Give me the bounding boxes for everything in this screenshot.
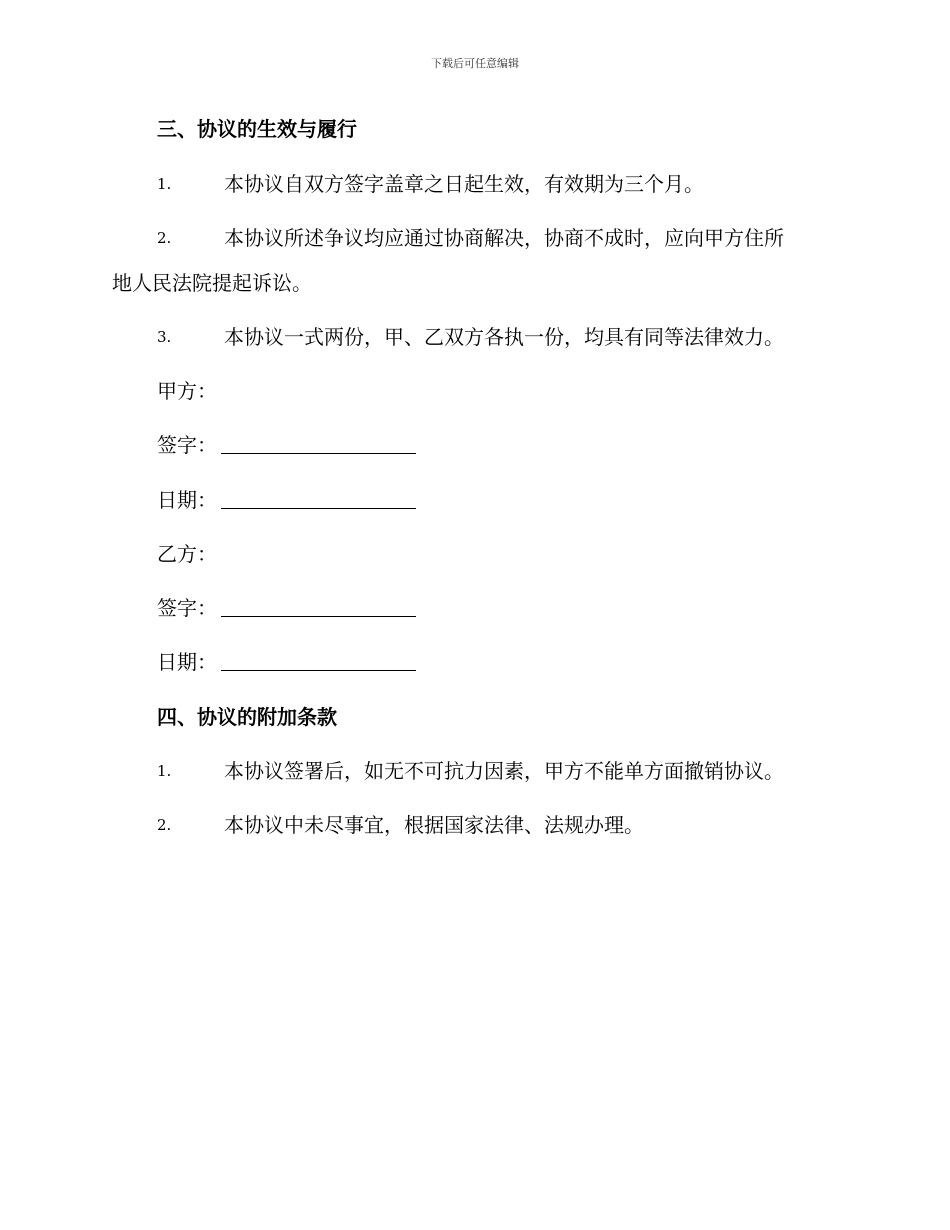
item-text: 本协议自双方签字盖章之日起生效，有效期为三个月。 [224,172,704,196]
item-number: 1. [157,175,172,193]
item-text: 本协议签署后，如无不可抗力因素，甲方不能单方面撤销协议。 [224,759,784,783]
party-b-sign-line [221,616,416,617]
party-b-date-line [221,670,416,671]
party-a-date-line [221,508,416,509]
party-a-label: 甲方： [157,379,217,403]
item-number: 1. [157,762,172,780]
item-number: 3. [157,328,172,346]
section3-heading: 三、协议的生效与履行 [157,117,357,141]
section4-heading: 四、协议的附加条款 [157,705,337,729]
item-text: 本协议所述争议均应通过协商解决，协商不成时，应向甲方住所 [224,226,784,250]
item-text: 本协议中未尽事宜，根据国家法律、法规办理。 [224,813,644,837]
item-text-continuation: 地人民法院提起诉讼。 [112,271,312,295]
item-text: 本协议一式两份，甲、乙双方各执一份，均具有同等法律效力。 [224,325,784,349]
item-number: 2. [157,229,172,247]
party-b-sign-label: 签字： [157,596,217,620]
party-a-date-label: 日期： [157,488,217,512]
item-number: 2. [157,816,172,834]
party-b-date-label: 日期： [157,650,217,674]
party-a-sign-label: 签字： [157,433,217,457]
party-b-label: 乙方： [157,542,217,566]
party-a-sign-line [221,453,416,454]
header-note: 下载后可任意编辑 [431,57,519,70]
